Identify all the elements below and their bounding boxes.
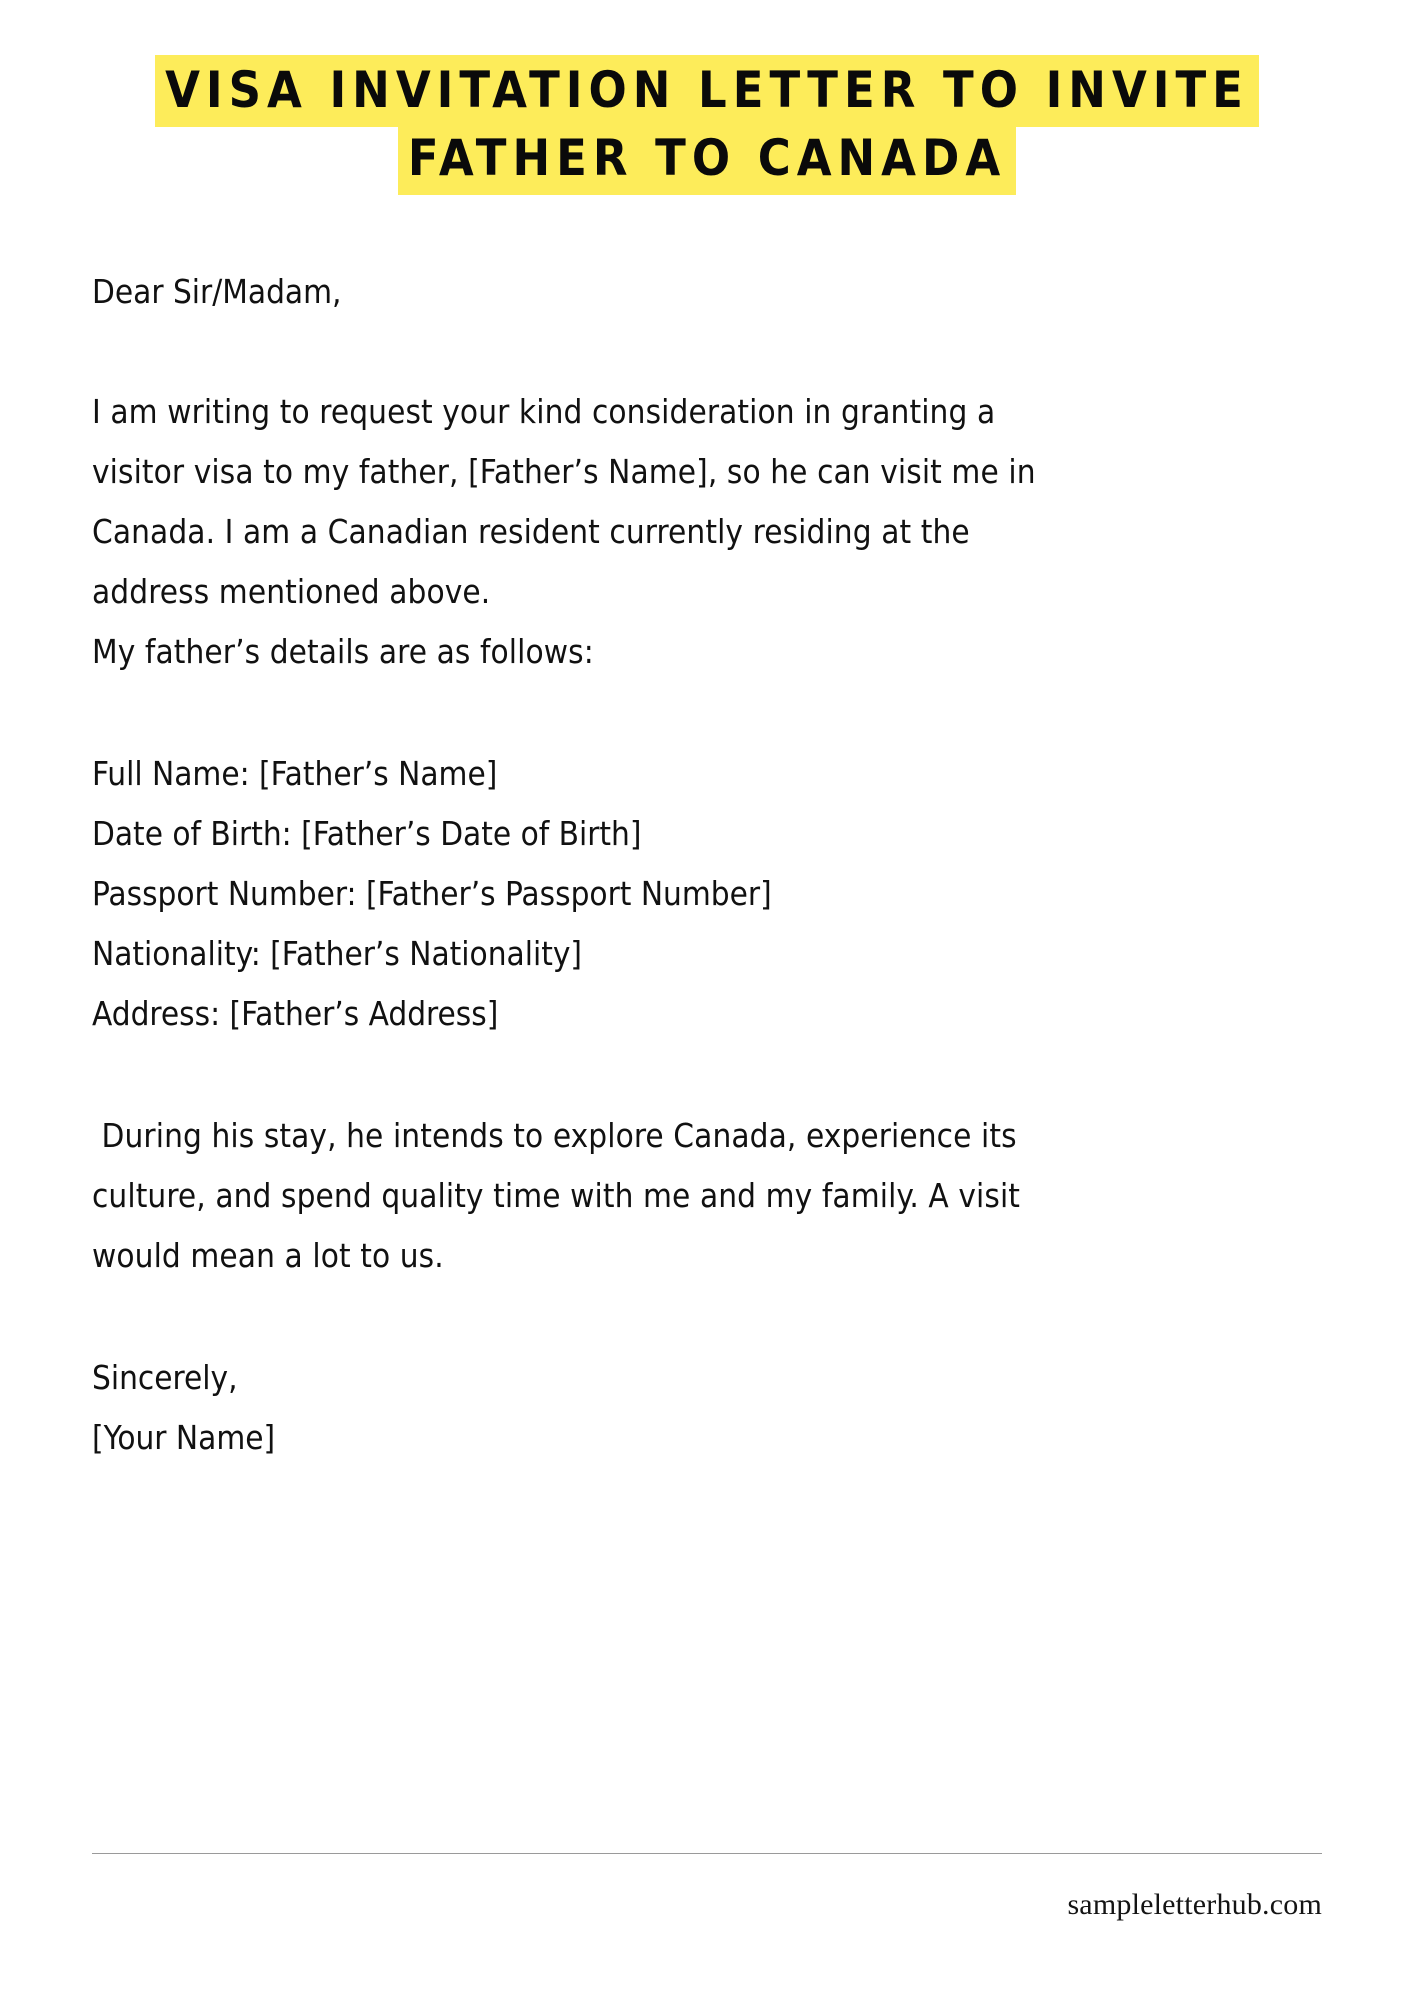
letter-body (92, 262, 1082, 1468)
salutation: Dear Sir/Madam, (92, 272, 342, 311)
paragraph-details-lead: My father’s details are as follows: (92, 632, 594, 671)
detail-address: Address: [Father’s Address] (92, 994, 499, 1033)
page-title (0, 56, 1414, 192)
detail-nationality: Nationality: [Father’s Nationality] (92, 934, 582, 973)
detail-full-name: Full Name: [Father’s Name] (92, 754, 498, 793)
footer-divider (92, 1853, 1322, 1854)
valediction: Sincerely, (92, 1358, 238, 1397)
spacer (92, 682, 1082, 744)
title-line-1-highlight: VISA INVITATION LETTER TO INVITE (155, 55, 1259, 127)
detail-passport-number: Passport Number: [Father’s Passport Number] (92, 874, 772, 913)
spacer (92, 322, 1082, 382)
paragraph-intro: I am writing to request your kind consideration in granting a visitor visa to my father, [Father’s Name], so he can visit me in Canada. I am a Canadian resident currently residing at the address mentioned above. (92, 392, 1046, 611)
spacer (92, 1044, 1082, 1106)
footer (92, 1853, 1322, 1922)
father-details-list (92, 744, 1082, 1044)
footer-site-name: sampleletterhub.com (1067, 1888, 1322, 1921)
detail-date-of-birth: Date of Birth: [Father’s Date of Birth] (92, 814, 642, 853)
title-line-1 (0, 56, 1414, 124)
signature-placeholder: [Your Name] (92, 1418, 276, 1457)
spacer (92, 1286, 1082, 1348)
title-line-2-highlight: FATHER TO CANADA (398, 123, 1016, 195)
title-line-2 (0, 124, 1414, 192)
paragraph-stay: During his stay, he intends to explore Canada, experience its culture, and spend quality time with me and my family. A visit would mean a lot to us. (92, 1116, 1030, 1275)
